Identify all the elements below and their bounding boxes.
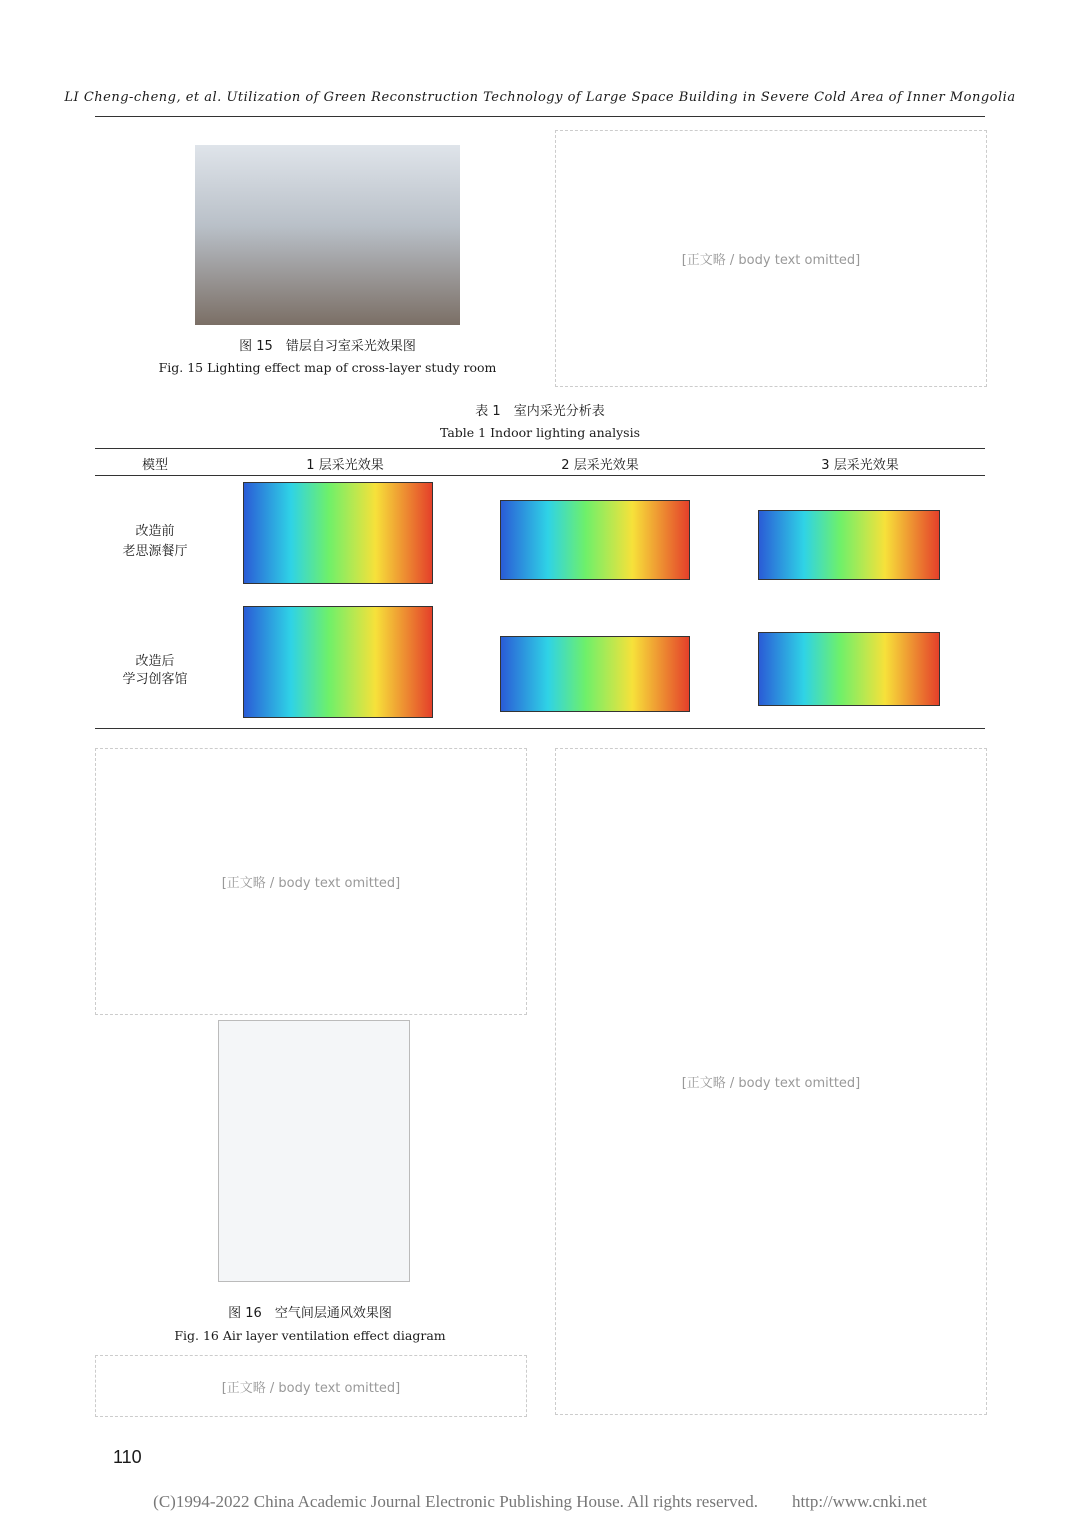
body-text-omitted: [正文略 / body text omitted] <box>95 748 527 1015</box>
header-rule <box>95 116 985 117</box>
copyright-footer: (C)1994-2022 China Academic Journal Electronic Publishing House. All rights reserved. http://www.cnki.net <box>153 1492 927 1511</box>
heatmap-after-floor1 <box>243 606 433 718</box>
body-text-omitted: [正文略 / body text omitted] <box>555 130 987 387</box>
row-before-label-2: 老思源餐厅 <box>122 544 188 559</box>
table-header-floor3: 3 层采光效果 <box>821 458 899 473</box>
body-text-omitted: [正文略 / body text omitted] <box>95 1355 527 1417</box>
heatmap-before-floor3 <box>758 510 940 580</box>
row-before-label-1: 改造前 <box>135 524 175 539</box>
fig15-photo <box>195 145 460 325</box>
table-top-rule <box>95 448 985 449</box>
fig16-caption-cn: 图 16 空气间层通风效果图 <box>228 1306 392 1321</box>
heatmap-before-floor2 <box>500 500 690 580</box>
fig16-diagram <box>218 1020 410 1282</box>
table-header-floor2: 2 层采光效果 <box>561 458 639 473</box>
heatmap-after-floor2 <box>500 636 690 712</box>
table-header-floor1: 1 层采光效果 <box>306 458 384 473</box>
body-text-omitted: [正文略 / body text omitted] <box>555 748 987 1415</box>
heatmap-before-floor1 <box>243 482 433 584</box>
table1-caption-en: Table 1 Indoor lighting analysis <box>439 425 641 440</box>
fig15-caption-cn: 图 15 错层自习室采光效果图 <box>239 339 416 354</box>
table-bottom-rule <box>95 728 985 729</box>
page-number: 110 <box>113 1447 142 1467</box>
table1-caption-cn: 表 1 室内采光分析表 <box>475 404 605 419</box>
fig16-caption-en: Fig. 16 Air layer ventilation effect diagram <box>174 1328 446 1343</box>
row-after-label-1: 改造后 <box>135 654 175 669</box>
table-header-model: 模型 <box>141 458 168 473</box>
row-after-label-2: 学习创客馆 <box>122 672 188 687</box>
heatmap-after-floor3 <box>758 632 940 706</box>
running-header: LI Cheng-cheng, et al. Utilization of Green Reconstruction Technology of Large Space Building in Severe Cold Area of Inner Mongolia <box>64 90 1016 105</box>
fig15-caption-en: Fig. 15 Lighting effect map of cross-layer study room <box>158 360 497 375</box>
table-header-rule <box>95 475 985 476</box>
